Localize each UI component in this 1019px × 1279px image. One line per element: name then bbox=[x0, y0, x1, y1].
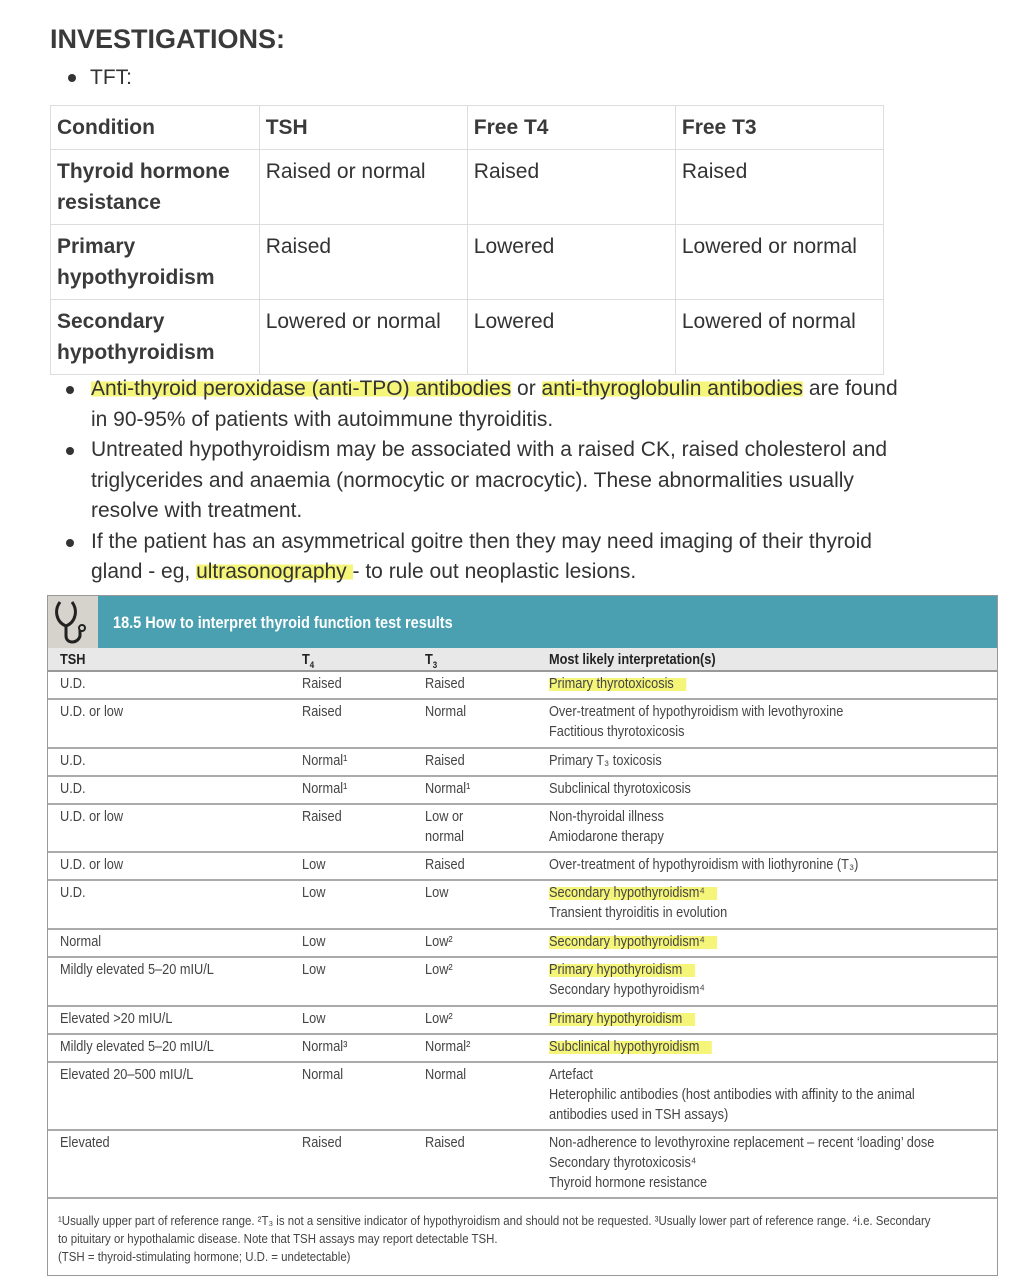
table-cell: U.D. or low bbox=[60, 857, 124, 873]
interpretation-line: Over-treatment of hypothyroidism with liothyronine (T₃) bbox=[549, 857, 859, 873]
interpretation-line: Over-treatment of hypothyroidism with levothyroxine bbox=[549, 704, 844, 720]
column-header: TSH bbox=[60, 652, 86, 668]
bullet-icon bbox=[66, 447, 74, 455]
interpretation-cell bbox=[549, 1133, 934, 1193]
table-cell: Normal¹ bbox=[425, 781, 471, 797]
table-cell: Lowered or normal bbox=[675, 225, 883, 300]
table-cell: Raised bbox=[467, 150, 675, 225]
table-cell: Raised bbox=[675, 150, 883, 225]
table-cell: Normal¹ bbox=[302, 781, 348, 797]
table-row bbox=[48, 930, 997, 958]
interpretation-line: Secondary hypothyroidism⁴ bbox=[549, 883, 717, 903]
table-cell: Lowered bbox=[467, 225, 675, 300]
bullet-list bbox=[66, 374, 916, 588]
table-cell: Mildly elevated 5–20 mIU/L bbox=[60, 1039, 214, 1055]
table-cell: Lowered or normal bbox=[259, 300, 467, 375]
box-rows bbox=[48, 672, 997, 1199]
table-cell: Secondary hypothyroidism bbox=[51, 300, 260, 375]
interpretation-line: Secondary thyrotoxicosis⁴ bbox=[549, 1155, 697, 1171]
table-row bbox=[48, 853, 997, 881]
table-cell: Normal bbox=[425, 1067, 467, 1083]
interpretation-cell bbox=[549, 883, 727, 923]
table-cell: Low bbox=[302, 857, 326, 873]
header-cell: TSH bbox=[259, 106, 467, 150]
bullet-item: Untreated hypothyroidism may be associated with a raised CK, raised cholesterol and triglycerides and anaemia (normocytic or macrocytic). These abnormalities usually resolve with treatment. bbox=[66, 435, 916, 527]
interpretation-line: Secondary hypothyroidism⁴ bbox=[549, 932, 717, 952]
table-row bbox=[48, 881, 997, 930]
table-cell: Raised bbox=[425, 857, 465, 873]
interpretation-cell bbox=[549, 1037, 712, 1057]
table-cell: Elevated >20 mIU/L bbox=[60, 1011, 173, 1027]
table-cell: Low bbox=[302, 962, 326, 978]
highlighted-text: anti-thyroglobulin antibodies bbox=[541, 377, 804, 400]
table-cell: Raised bbox=[259, 225, 467, 300]
table-row bbox=[48, 1007, 997, 1035]
table-cell: Raised bbox=[302, 809, 342, 825]
interpretation-line: Subclinical hypothyroidism bbox=[549, 1037, 712, 1057]
table-row bbox=[48, 672, 997, 700]
interpretation-line: Secondary hypothyroidism⁴ bbox=[549, 982, 705, 998]
table-cell: Raised bbox=[302, 1135, 342, 1151]
interpretation-line: Thyroid hormone resistance bbox=[549, 1175, 708, 1191]
table-row bbox=[48, 700, 997, 749]
table-row bbox=[48, 1131, 997, 1199]
highlighted-text: Anti-thyroid peroxidase (anti-TPO) antibodies bbox=[91, 377, 512, 400]
table-cell: Raised bbox=[425, 676, 465, 692]
table-cell: Low bbox=[425, 885, 449, 901]
table-cell: Normal bbox=[302, 1067, 344, 1083]
highlighted-text: ultrasonography bbox=[196, 560, 353, 583]
interpretation-line: Primary hypothyroidism bbox=[549, 1009, 695, 1029]
table-cell: Raised bbox=[302, 676, 342, 692]
table-header-row bbox=[51, 106, 884, 150]
box-column-headers bbox=[48, 648, 997, 672]
page-heading: INVESTIGATIONS: bbox=[50, 24, 286, 54]
table-cell: Normal bbox=[60, 934, 102, 950]
interpretation-line: Primary thyrotoxicosis bbox=[549, 674, 686, 694]
table-cell: Raised bbox=[425, 1135, 465, 1151]
interpretation-cell bbox=[549, 751, 662, 771]
table-row bbox=[48, 749, 997, 777]
table-row bbox=[51, 225, 884, 300]
tft-table bbox=[50, 105, 884, 375]
interpretation-line: Heterophilic antibodies (host antibodies with affinity to the animal bbox=[549, 1087, 915, 1103]
table-cell: Lowered bbox=[467, 300, 675, 375]
table-cell: Lowered of normal bbox=[675, 300, 883, 375]
interpretation-cell bbox=[549, 960, 705, 1000]
interpretation-line: Artefact bbox=[549, 1067, 593, 1083]
interpretation-line: antibodies used in TSH assays) bbox=[549, 1107, 729, 1123]
interpretation-line: Primary T₃ toxicosis bbox=[549, 753, 662, 769]
table-cell: U.D. or low bbox=[60, 809, 124, 825]
table-cell: U.D. bbox=[60, 753, 86, 769]
header-cell: Condition bbox=[51, 106, 260, 150]
table-cell: Raised bbox=[302, 704, 342, 720]
table-cell: Elevated 20–500 mIU/L bbox=[60, 1067, 194, 1083]
table-cell: Raised or normal bbox=[259, 150, 467, 225]
interpretation-cell bbox=[549, 779, 691, 799]
table-cell: U.D. bbox=[60, 885, 86, 901]
interpretation-cell bbox=[549, 855, 858, 875]
table-cell: Normal¹ bbox=[302, 753, 348, 769]
table-cell: Low bbox=[302, 1011, 326, 1027]
header-cell: Free T4 bbox=[467, 106, 675, 150]
table-cell: Low bbox=[302, 934, 326, 950]
interpretation-line: Primary hypothyroidism bbox=[549, 960, 695, 980]
interpretation-cell bbox=[549, 807, 664, 847]
column-header: $T_3$ bbox=[425, 652, 438, 670]
table-cell: Low bbox=[302, 885, 326, 901]
table-row bbox=[48, 958, 997, 1007]
table-cell: Low or normal bbox=[425, 809, 465, 845]
bullet-icon bbox=[66, 539, 74, 547]
bullet-item: Anti-thyroid peroxidase (anti-TPO) antibodies or anti-thyroglobulin antibodies are found in 90-95% of patients with autoimmune thyroiditis. bbox=[66, 374, 916, 435]
table-cell: Thyroid hormone resistance bbox=[51, 150, 260, 225]
table-cell: Normal² bbox=[425, 1039, 471, 1055]
table-cell: U.D. or low bbox=[60, 704, 124, 720]
table-cell: Mildly elevated 5–20 mIU/L bbox=[60, 962, 214, 978]
interpretation-line: Subclinical thyrotoxicosis bbox=[549, 781, 691, 797]
interpretation-cell bbox=[549, 674, 686, 694]
tft-bullet: TFT: bbox=[68, 66, 132, 90]
table-row bbox=[51, 300, 884, 375]
interpretation-line: Non-thyroidal illness bbox=[549, 809, 664, 825]
table-cell: U.D. bbox=[60, 781, 86, 797]
thyroid-function-box bbox=[47, 595, 998, 1276]
table-row bbox=[51, 150, 884, 225]
column-header: $T_4$ bbox=[302, 652, 315, 670]
box-header bbox=[48, 596, 997, 648]
table-cell: Low² bbox=[425, 962, 453, 978]
box-title: 18.5 How to interpret thyroid function test results bbox=[113, 614, 453, 632]
table-cell: Raised bbox=[425, 753, 465, 769]
column-header: Most likely interpretation(s) bbox=[549, 652, 716, 668]
interpretation-line: Amiodarone therapy bbox=[549, 829, 664, 845]
table-row bbox=[48, 777, 997, 805]
bullet-icon bbox=[66, 386, 74, 394]
bullet-icon bbox=[68, 74, 76, 82]
table-cell: U.D. bbox=[60, 676, 86, 692]
interpretation-cell bbox=[549, 1065, 915, 1125]
interpretation-cell bbox=[549, 1009, 695, 1029]
header-cell: Free T3 bbox=[675, 106, 883, 150]
table-cell: Low² bbox=[425, 1011, 453, 1027]
interpretation-cell bbox=[549, 702, 843, 742]
bullet-item: If the patient has an asymmetrical goitre then they may need imaging of their thyroid gland - eg, ultrasonography - to rule out neoplastic lesions. bbox=[66, 527, 916, 588]
table-cell: Normal bbox=[425, 704, 467, 720]
table-cell: Primary hypothyroidism bbox=[51, 225, 260, 300]
interpretation-line: Transient thyroiditis in evolution bbox=[549, 905, 728, 921]
table-cell: Low² bbox=[425, 934, 453, 950]
table-row bbox=[48, 1035, 997, 1063]
table-row bbox=[48, 1063, 997, 1131]
interpretation-cell bbox=[549, 932, 717, 952]
table-cell: Normal³ bbox=[302, 1039, 348, 1055]
interpretation-line: Factitious thyrotoxicosis bbox=[549, 724, 685, 740]
footnotes: ¹Usually upper part of reference range. ²T₃ is not a sensitive indicator of hypothyroidism and should not be requested. ³Usually lower part of reference range. ⁴i.e. Secondary to pituitary or hypothalamic disease. Note that TSH assays may report detectable TSH. (TSH = thyroid-stimulating hormone; U.D. = undetectable) bbox=[58, 1213, 931, 1264]
interpretation-line: Non-adherence to levothyroxine replacement – recent ‘loading’ dose bbox=[549, 1135, 935, 1151]
table-cell: Elevated bbox=[60, 1135, 110, 1151]
table-row bbox=[48, 805, 997, 853]
stethoscope-icon bbox=[48, 596, 98, 648]
